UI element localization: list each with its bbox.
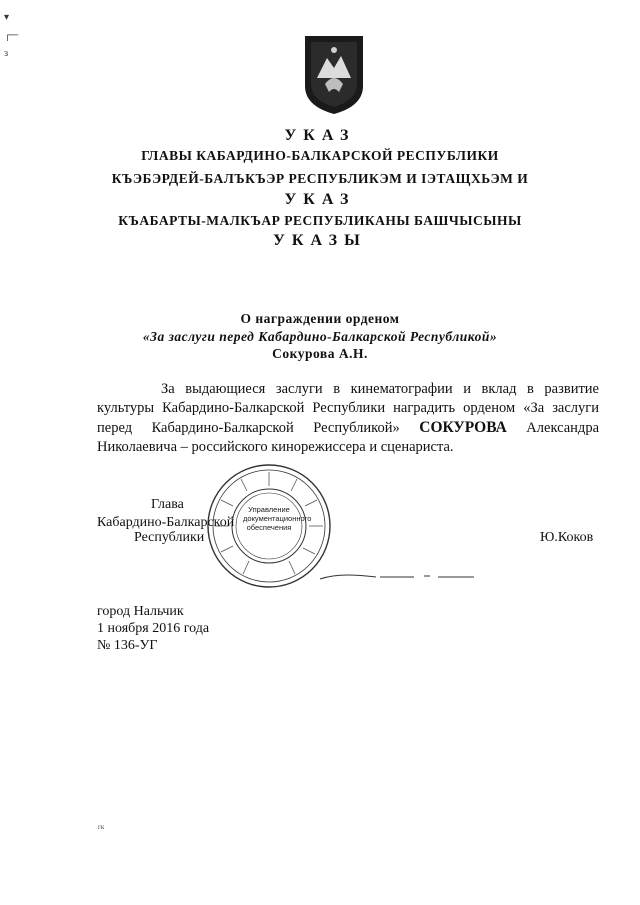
margin-marks: [4, 12, 18, 60]
issuer-ru: ГЛАВЫ КАБАРДИНО-БАЛКАРСКОЙ РЕСПУБЛИКИ: [141, 148, 499, 163]
issuer-krc: КЪАБАРТЫ-МАЛКЪАР РЕСПУБЛИКАНЫ БАШЧЫСЫНЫ: [118, 213, 522, 228]
handwritten-signature: [318, 565, 478, 587]
decree-date: 1 ноября 2016 года: [97, 621, 210, 636]
margin-mark: ▾: [4, 12, 10, 23]
decree-heading-krc: УКАЗЫ: [273, 232, 367, 249]
body-text-part1: За выдающиеся заслуги в кинематографии и вклад в развитие культуры Кабардино-Балкарской Республики наградить орденом «За заслуги перед Кабардино-Балкарской Республикой»: [97, 381, 599, 436]
body-text-part2: Александра Николаевича – российского кинорежиссера и сценариста.: [97, 420, 599, 455]
stamp-center-text: Управление документационного обеспечения: [243, 505, 312, 532]
city: город Нальчик: [97, 604, 184, 619]
decree-heading-kbd: УКАЗ: [284, 191, 356, 208]
decree-number: № 136-УГ: [97, 638, 158, 653]
decree-title: О награждении орденом: [240, 311, 400, 326]
margin-mark: ɜ: [4, 48, 9, 59]
signatory-title-line3: Республики: [134, 530, 205, 545]
order-name: «За заслуги перед Кабардино-Балкарской Республикой»: [142, 329, 498, 344]
decree-body: [97, 380, 599, 457]
margin-mark: ┌─: [4, 30, 19, 41]
awardee-surname: СОКУРОВА: [419, 419, 507, 436]
coat-of-arms-emblem: [303, 34, 365, 116]
bottom-mark: гк: [98, 823, 105, 831]
signatory-title-line1: Глава: [151, 497, 184, 512]
issuer-kbd: КЪЭБЭРДЕЙ-БАЛЪКЪЭР РЕСПУБЛИКЭМ И ІЭТАЩХЬЭМ И: [111, 171, 529, 186]
awardee-name: Сокурова А.Н.: [272, 346, 368, 361]
decree-heading-ru: УКАЗ: [284, 127, 356, 144]
signatory-name: Ю.Коков: [540, 530, 594, 545]
signatory-title-line2: Кабардино-Балкарской: [97, 515, 235, 530]
